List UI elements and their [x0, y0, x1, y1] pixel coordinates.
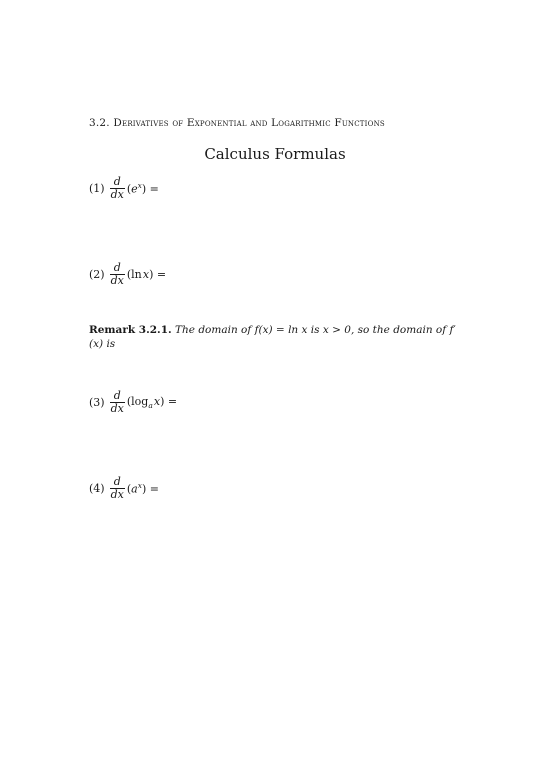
formula-number: (3) — [89, 396, 105, 409]
close-paren-equals: ) = — [149, 268, 167, 281]
close-paren-equals: ) = — [160, 394, 178, 408]
formula-expression — [127, 481, 159, 496]
open-paren: ( — [126, 482, 132, 496]
formula-number: (2) — [89, 268, 105, 281]
formula-expression — [127, 395, 177, 410]
fraction-denominator: dx — [110, 402, 124, 415]
open-paren: ( — [126, 268, 132, 281]
close-paren-equals: ) = — [141, 182, 159, 196]
formula-number: (1) — [89, 182, 105, 195]
fraction-denominator: dx — [110, 188, 124, 201]
section-number: 3.2. — [89, 117, 110, 129]
expr-exponent: x — [137, 181, 142, 191]
close-paren-equals: ) = — [141, 482, 159, 496]
fraction-numerator: d — [113, 261, 121, 274]
formula-expression — [127, 181, 159, 196]
derivative-operator — [110, 390, 125, 415]
expr-base: x — [153, 394, 161, 408]
section-title: Derivatives of Exponential and Logarithmic Functions — [113, 117, 385, 129]
page-title: Calculus Formulas — [204, 145, 346, 163]
formula-expression — [127, 268, 166, 281]
expr-subscript: a — [148, 401, 153, 411]
expr-base: a — [131, 482, 138, 496]
open-paren: ( — [126, 394, 132, 408]
fraction-numerator: d — [113, 175, 121, 188]
expr-base: x — [142, 268, 150, 281]
fraction-denominator: dx — [110, 488, 124, 501]
remark-text: The domain of f(x) = ln x is x > 0, so the domain of f′(x) is — [89, 324, 456, 350]
formula-1 — [89, 176, 159, 201]
expr-base: e — [131, 182, 138, 196]
derivative-operator — [110, 262, 125, 287]
expr-function: ln — [131, 268, 142, 281]
remark — [89, 323, 464, 351]
fraction-numerator: d — [113, 475, 121, 488]
remark-label: Remark 3.2.1. — [89, 324, 172, 336]
fraction-numerator: d — [113, 389, 121, 402]
expr-exponent: x — [137, 481, 142, 491]
section-header — [89, 117, 385, 129]
open-paren: ( — [126, 182, 132, 196]
formula-2 — [89, 262, 166, 287]
expr-function: log — [131, 394, 149, 408]
formula-4 — [89, 476, 159, 501]
formula-3 — [89, 390, 177, 415]
formula-number: (4) — [89, 482, 105, 495]
fraction-denominator: dx — [110, 274, 124, 287]
derivative-operator — [110, 176, 125, 201]
derivative-operator — [110, 476, 125, 501]
